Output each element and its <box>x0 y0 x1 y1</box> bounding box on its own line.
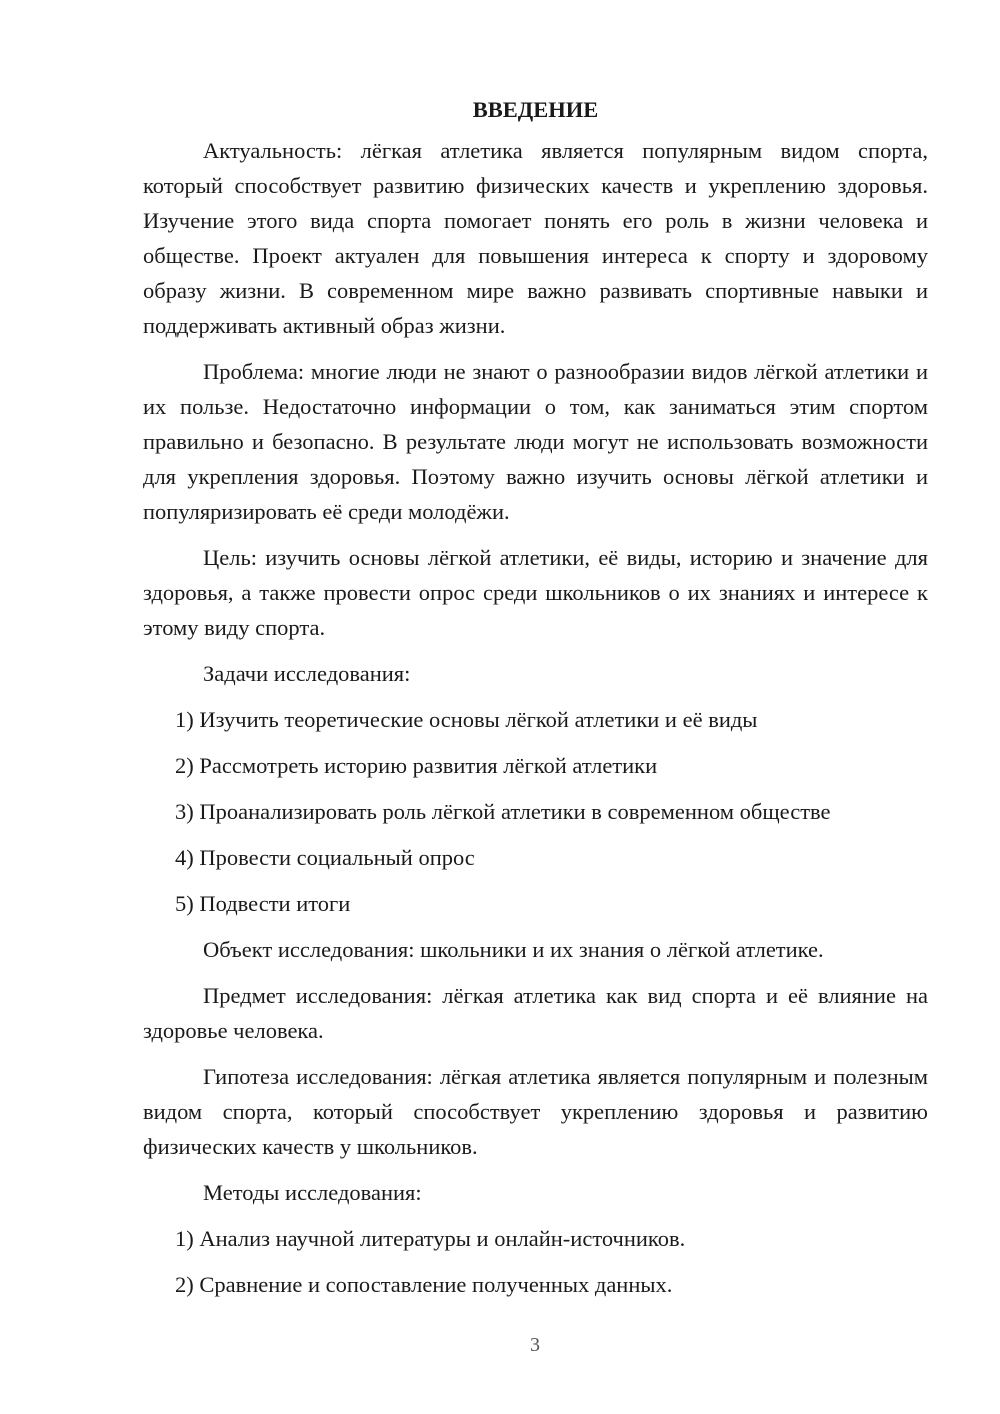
task-item: 1) Изучить теоретические основы лёгкой атлетики и её виды <box>175 707 758 732</box>
page-number: 3 <box>530 1334 540 1356</box>
page-content <box>143 92 928 1313</box>
object-paragraph: Объект исследования: школьники и их знания о лёгкой атлетике. <box>203 937 824 962</box>
section-title: ВВЕДЕНИЕ <box>472 97 599 122</box>
method-item: 1) Анализ научной литературы и онлайн-источников. <box>175 1226 686 1251</box>
goal-paragraph: Цель: изучить основы лёгкой атлетики, её виды, историю и значение для здоровья, а также провести опрос среди школьников о их знаниях и интересе к этому виду спорта. <box>143 545 928 640</box>
relevance-paragraph: Актуальность: лёгкая атлетика является популярным видом спорта, который способствует развитию физических качеств и укреплению здоровья. Изучение этого вида спорта помогает понять его роль в жизни человека и обществе. Проект актуален для повышения интереса к спорту и здоровому образу жизни. В современном мире важно развивать спортивные навыки и поддерживать активный образ жизни. <box>143 138 928 338</box>
task-item: 5) Подвести итоги <box>175 891 351 916</box>
task-item: 3) Проанализировать роль лёгкой атлетики в современном обществе <box>175 799 831 824</box>
method-item: 2) Сравнение и сопоставление полученных данных. <box>175 1272 673 1297</box>
task-item: 4) Провести социальный опрос <box>175 845 475 870</box>
methods-heading: Методы исследования: <box>203 1180 422 1205</box>
subject-paragraph: Предмет исследования: лёгкая атлетика как вид спорта и её влияние на здоровье человека. <box>143 983 928 1043</box>
hypothesis-paragraph: Гипотеза исследования: лёгкая атлетика является популярным и полезным видом спорта, который способствует укреплению здоровья и развитию физических качеств у школьников. <box>143 1064 928 1159</box>
problem-paragraph: Проблема: многие люди не знают о разнообразии видов лёгкой атлетики и их пользе. Недостаточно информации о том, как заниматься этим спортом правильно и безопасно. В результате люди могут не использовать возможности для укрепления здоровья. Поэтому важно изучить основы лёгкой атлетики и популяризировать её среди молодёжи. <box>143 359 928 524</box>
task-item: 2) Рассмотреть историю развития лёгкой атлетики <box>175 753 658 778</box>
tasks-heading: Задачи исследования: <box>203 661 411 686</box>
